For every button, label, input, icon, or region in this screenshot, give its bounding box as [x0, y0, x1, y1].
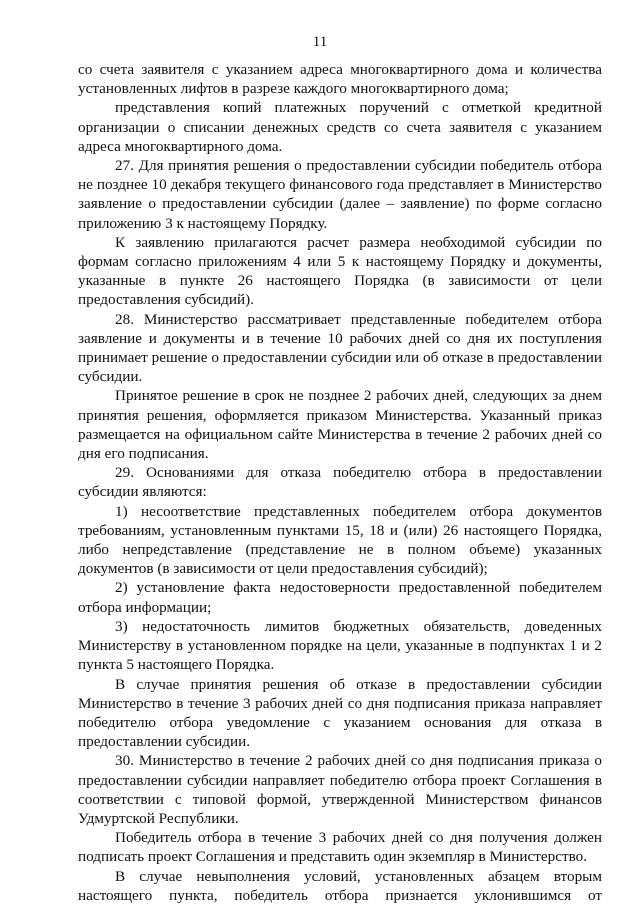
paragraph-28: 28. Министерство рассматривает представленные победителем отбора заявление и документы и в течение 10 рабочих дней со дня их поступления принимает решение о предоставлении субсидии или об отказе в предоставлении субсидии. [78, 310, 602, 386]
paragraph-29-item-3: 3) недостаточность лимитов бюджетных обязательств, доведенных Министерству в установленном порядке на цели, указанные в подпунктах 1 и 2 пункта 5 настоящего Порядка. [78, 617, 602, 674]
paragraph-29-item-2: 2) установление факта недостоверности предоставленной победителем отбора информации; [78, 579, 602, 616]
paragraph-30: 30. Министерство в течение 2 рабочих дней со дня подписания приказа о предоставлении субсидии направляет победителю отбора проект Соглашения в соответствии с типовой формой, утвержденной Министерством финансов Удмуртской Республики. [78, 752, 602, 827]
document-body [78, 60, 602, 905]
paragraph-29: 29. Основаниями для отказа победителю отбора в предоставлении субсидии являются: [78, 464, 602, 501]
paragraph-30-signing: Победитель отбора в течение 3 рабочих дней со дня получения должен подписать проект Соглашения и представить один экземпляр в Министерство. [78, 829, 602, 866]
paragraph-28-decision: Принятое решение в срок не позднее 2 рабочих дней, следующих за днем принятия решения, оформляется приказом Министерства. Указанный приказ размещается на официальном сайте Министерства в течение 2 рабочих дней со дня его подписания. [78, 387, 602, 463]
paragraph-27-attachments: К заявлению прилагаются расчет размера необходимой субсидии по формам согласно приложениям 4 или 5 к настоящему Порядку и документы, указанные в пункте 26 настоящего Порядка (в зависимости от цели предоставления субсидий). [78, 233, 602, 309]
paragraph-1-continuation: со счета заявителя с указанием адреса многоквартирного дома и количества установленных лифтов в разрезе каждого многоквартирного дома; [78, 61, 602, 98]
page-number: 11 [312, 34, 328, 50]
paragraph-27: 27. Для принятия решения о предоставлении субсидии победитель отбора не позднее 10 декабря текущего финансового года представляет в Министерство заявление о предоставлении субсидии (далее – заявление) по форме согласно приложению 3 к настоящему Порядку. [78, 157, 602, 232]
paragraph-29-item-1: 1) несоответствие представленных победителем отбора документов требованиям, установленным пунктами 15, 18 и (или) 26 настоящего Порядка, либо непредставление (представление не в полном объеме) указанных документов (в зависимости от цели предоставления субсидий); [78, 502, 602, 578]
paragraph-29-refusal-notice: В случае принятия решения об отказе в предоставлении субсидии Министерство в течение 3 рабочих дней со дня подписания приказа направляет победителю отбора уведомление с указанием основания для отказа в предоставлении субсидии. [78, 675, 602, 751]
paragraph-30-non-compliance: В случае невыполнения условий, установленных абзацем вторым настоящего пункта, победитель отбора признается уклонившимся от [78, 867, 602, 904]
paragraph-payment-orders: представления копий платежных поручений с отметкой кредитной организации о списании денежных средств со счета заявителя с указанием адреса многоквартирного дома. [78, 99, 602, 155]
